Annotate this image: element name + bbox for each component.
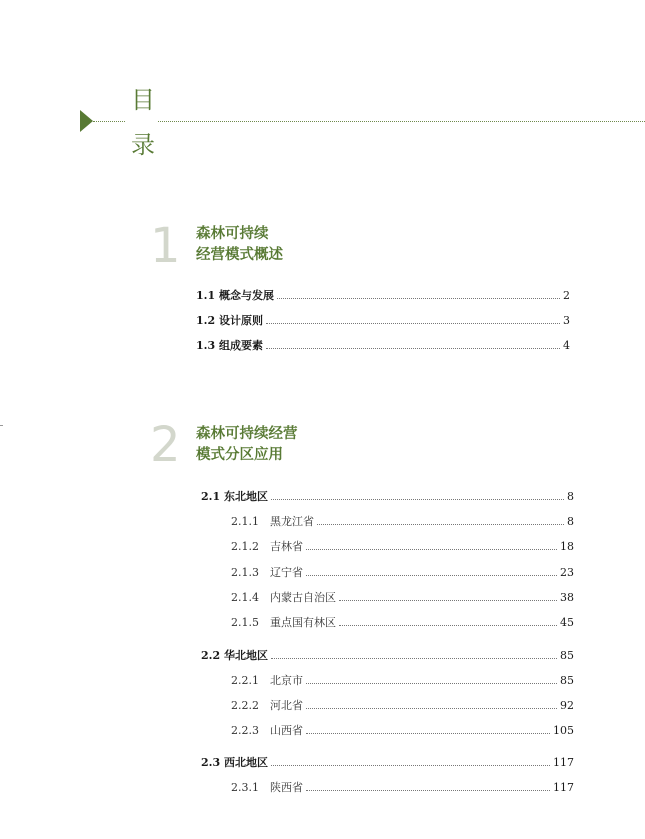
entry-page: 4 bbox=[563, 338, 570, 352]
entry-page: 85 bbox=[560, 673, 574, 687]
entry-number: 2.2.2 bbox=[231, 698, 259, 712]
entry-label: 北京市 bbox=[270, 674, 303, 687]
dot-leader bbox=[306, 790, 550, 791]
chapter-title-line: 森林可持续 bbox=[196, 226, 269, 242]
entry-number: 2.3.1 bbox=[231, 780, 259, 794]
toc-entry[interactable] bbox=[196, 311, 570, 329]
toc-heading-char-2: 录 bbox=[131, 131, 155, 159]
entry-label: 河北省 bbox=[270, 699, 303, 712]
entry-page: 38 bbox=[560, 590, 574, 604]
chapter-title-line: 模式分区应用 bbox=[196, 447, 283, 463]
chapter-number: 2 bbox=[150, 417, 181, 473]
dot-leader bbox=[306, 549, 557, 550]
entry-number: 1.1 bbox=[196, 288, 216, 302]
entry-label: 黑龙江省 bbox=[270, 515, 314, 528]
toc-subsection[interactable] bbox=[231, 537, 574, 555]
entry-number: 2.1 bbox=[201, 489, 221, 503]
entry-page: 8 bbox=[567, 514, 574, 528]
entry-number: 2.3 bbox=[201, 755, 221, 769]
page-edge-mark bbox=[0, 425, 3, 426]
toc-subsection[interactable] bbox=[231, 563, 574, 581]
toc-subsection[interactable] bbox=[231, 512, 574, 530]
dot-leader bbox=[317, 524, 564, 525]
toc-subsection[interactable] bbox=[231, 613, 574, 631]
entry-number: 2.2 bbox=[201, 648, 221, 662]
entry-page: 45 bbox=[560, 615, 574, 629]
heading-rule-right bbox=[158, 121, 645, 122]
toc-subsection[interactable] bbox=[231, 721, 574, 739]
entry-page: 3 bbox=[563, 313, 570, 327]
dot-leader bbox=[271, 765, 550, 766]
dot-leader bbox=[339, 625, 557, 626]
dot-leader bbox=[339, 600, 557, 601]
toc-subsection[interactable] bbox=[231, 696, 574, 714]
dot-leader bbox=[271, 658, 557, 659]
entry-page: 8 bbox=[567, 489, 574, 503]
entry-page: 92 bbox=[560, 698, 574, 712]
dot-leader bbox=[266, 323, 560, 324]
entry-label: 概念与发展 bbox=[219, 289, 274, 302]
entry-label: 西北地区 bbox=[224, 756, 268, 769]
entry-label: 辽宁省 bbox=[270, 566, 303, 579]
entry-label: 陕西省 bbox=[270, 781, 303, 794]
chapter-title bbox=[196, 424, 298, 466]
entry-page: 85 bbox=[560, 648, 574, 662]
dot-leader bbox=[271, 499, 564, 500]
toc-section[interactable] bbox=[201, 487, 574, 505]
entry-number: 1.3 bbox=[196, 338, 216, 352]
entry-page: 2 bbox=[563, 288, 570, 302]
heading-arrow-icon bbox=[80, 110, 93, 132]
toc-subsection[interactable] bbox=[231, 588, 574, 606]
entry-page: 117 bbox=[553, 780, 574, 794]
dot-leader bbox=[266, 348, 560, 349]
dot-leader bbox=[306, 683, 557, 684]
entry-number: 2.2.3 bbox=[231, 723, 259, 737]
toc-heading-char-1: 目 bbox=[131, 86, 155, 114]
entry-page: 117 bbox=[553, 755, 574, 769]
entry-label: 华北地区 bbox=[224, 649, 268, 662]
entry-number: 2.2.1 bbox=[231, 673, 259, 687]
entry-page: 23 bbox=[560, 565, 574, 579]
dot-leader bbox=[306, 575, 557, 576]
entry-label: 东北地区 bbox=[224, 490, 268, 503]
chapter-title-line: 经营模式概述 bbox=[196, 247, 283, 263]
dot-leader bbox=[306, 733, 550, 734]
toc-entry[interactable] bbox=[196, 286, 570, 304]
entry-page: 18 bbox=[560, 539, 574, 553]
chapter-title-line: 森林可持续经营 bbox=[196, 426, 298, 442]
heading-rule-left bbox=[93, 121, 125, 122]
entry-number: 2.1.3 bbox=[231, 565, 259, 579]
entry-page: 105 bbox=[553, 723, 574, 737]
entry-number: 2.1.1 bbox=[231, 514, 259, 528]
toc-section[interactable] bbox=[201, 753, 574, 771]
toc-entry[interactable] bbox=[196, 336, 570, 354]
entry-number: 2.1.4 bbox=[231, 590, 259, 604]
entry-number: 2.1.5 bbox=[231, 615, 259, 629]
chapter-number: 1 bbox=[150, 218, 181, 274]
toc-subsection[interactable] bbox=[231, 671, 574, 689]
dot-leader bbox=[306, 708, 557, 709]
entry-label: 设计原则 bbox=[219, 314, 263, 327]
entry-label: 内蒙古自治区 bbox=[270, 591, 336, 604]
entry-label: 重点国有林区 bbox=[270, 616, 336, 629]
toc-section[interactable] bbox=[201, 646, 574, 664]
dot-leader bbox=[277, 298, 560, 299]
entry-number: 2.1.2 bbox=[231, 539, 259, 553]
chapter-title bbox=[196, 224, 283, 266]
entry-number: 1.2 bbox=[196, 313, 216, 327]
entry-label: 吉林省 bbox=[270, 540, 303, 553]
toc-subsection[interactable] bbox=[231, 778, 574, 796]
entry-label: 山西省 bbox=[270, 724, 303, 737]
entry-label: 组成要素 bbox=[219, 339, 263, 352]
